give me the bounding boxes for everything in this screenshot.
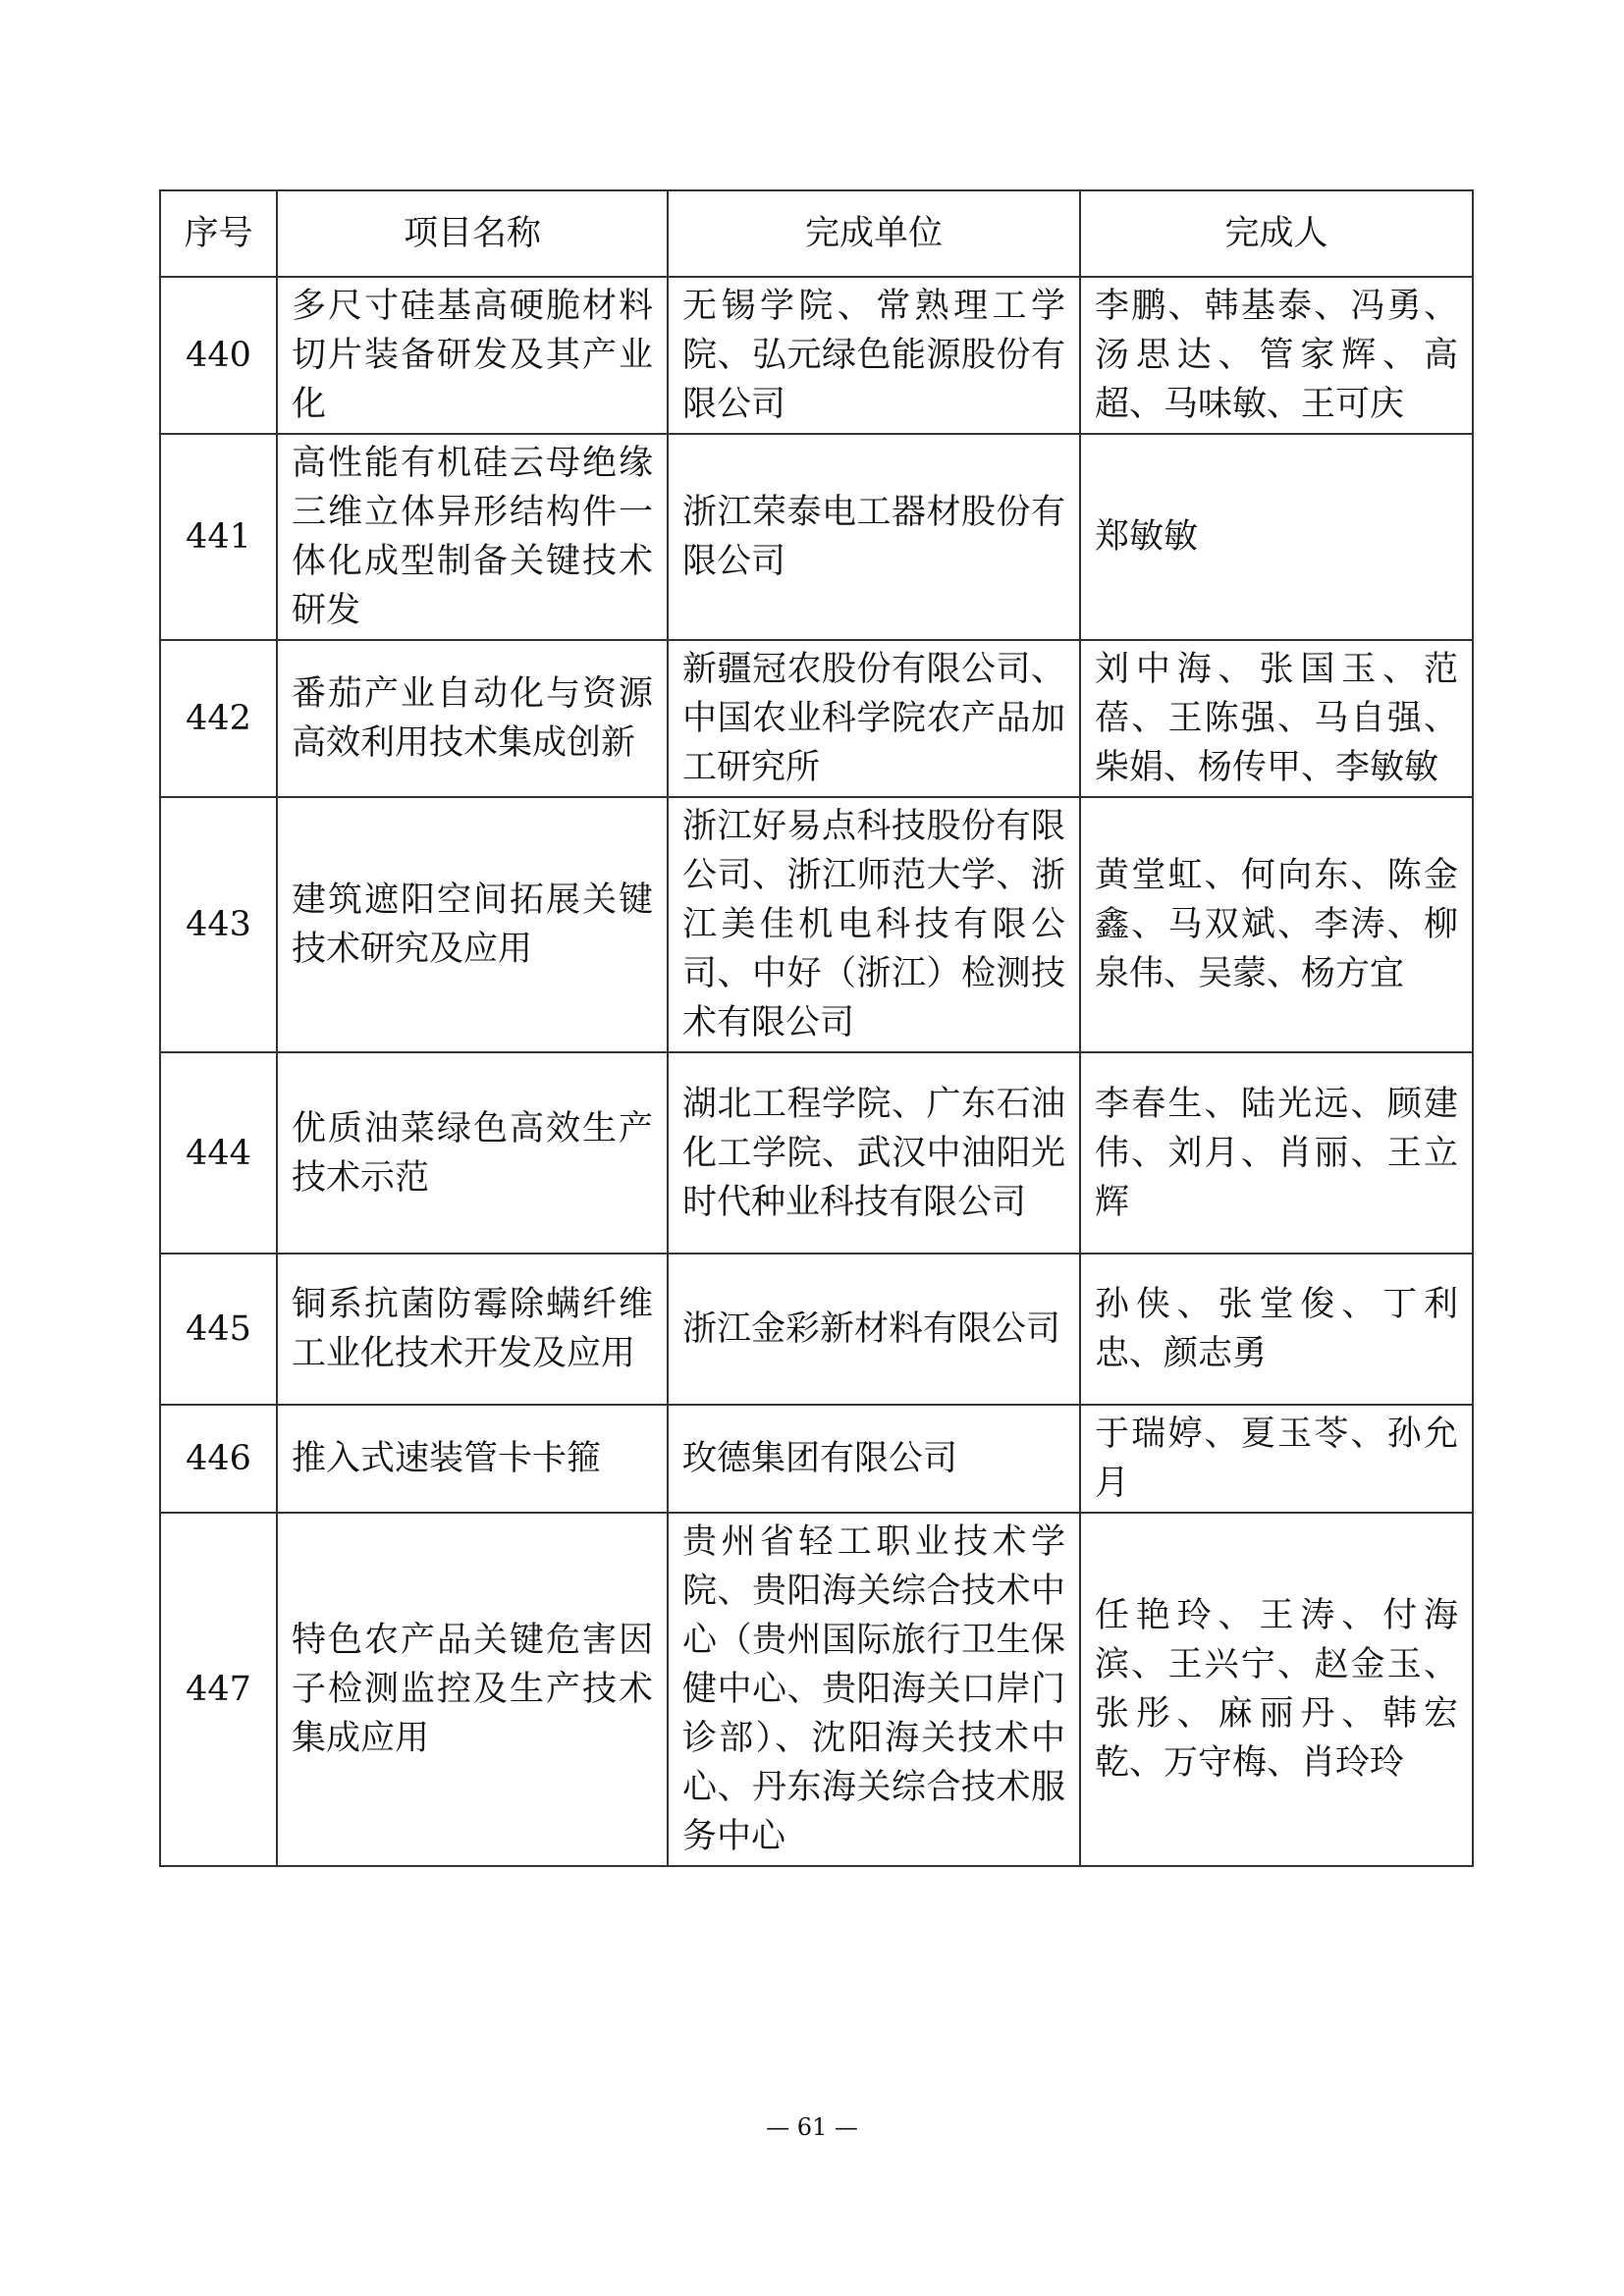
project-name-cell: 高性能有机硅云母绝缘三维立体异形结构件一体化成型制备关键技术研发 [277,434,668,640]
project-name-cell: 推入式速装管卡卡箍 [277,1405,668,1513]
header-serial-number: 序号 [160,190,277,277]
table-row [160,434,1473,640]
serial-number-cell: 446 [160,1405,277,1513]
project-name-cell: 铜系抗菌防霉除螨纤维工业化技术开发及应用 [277,1254,668,1405]
header-completing-persons: 完成人 [1080,190,1473,277]
header-completing-unit: 完成单位 [668,190,1080,277]
completing-persons-cell: 黄堂虹、何向东、陈金鑫、马双斌、李涛、柳泉伟、吴蒙、杨方宜 [1080,797,1473,1052]
completing-persons-cell: 李春生、陆光远、顾建伟、刘月、肖丽、王立辉 [1080,1052,1473,1254]
project-name-cell: 多尺寸硅基高硬脆材料切片装备研发及其产业化 [277,277,668,434]
project-name-cell: 番茄产业自动化与资源高效利用技术集成创新 [277,640,668,797]
table-row [160,797,1473,1052]
completing-persons-cell: 刘中海、张国玉、范蓓、王陈强、马自强、柴娟、杨传甲、李敏敏 [1080,640,1473,797]
project-name-cell: 建筑遮阳空间拓展关键技术研究及应用 [277,797,668,1052]
completing-unit-cell: 无锡学院、常熟理工学院、弘元绿色能源股份有限公司 [668,277,1080,434]
table-row [160,640,1473,797]
completing-persons-cell: 于瑞婷、夏玉苓、孙允月 [1080,1405,1473,1513]
completing-unit-cell: 玫德集团有限公司 [668,1405,1080,1513]
completing-unit-cell: 新疆冠农股份有限公司、中国农业科学院农产品加工研究所 [668,640,1080,797]
serial-number-cell: 444 [160,1052,277,1254]
completing-unit-cell: 贵州省轻工职业技术学院、贵阳海关综合技术中心（贵州国际旅行卫生保健中心、贵阳海关口岸门诊部）、沈阳海关技术中心、丹东海关综合技术服务中心 [668,1513,1080,1866]
completing-persons-cell: 孙侠、张堂俊、丁利忠、颜志勇 [1080,1254,1473,1405]
completing-unit-cell: 湖北工程学院、广东石油化工学院、武汉中油阳光时代种业科技有限公司 [668,1052,1080,1254]
completing-unit-cell: 浙江好易点科技股份有限公司、浙江师范大学、浙江美佳机电科技有限公司、中好（浙江）检测技术有限公司 [668,797,1080,1052]
completing-persons-cell: 郑敏敏 [1080,434,1473,640]
project-name-cell: 优质油菜绿色高效生产技术示范 [277,1052,668,1254]
table-row [160,277,1473,434]
completing-unit-cell: 浙江荣泰电工器材股份有限公司 [668,434,1080,640]
serial-number-cell: 445 [160,1254,277,1405]
serial-number-cell: 443 [160,797,277,1052]
completing-persons-cell: 任艳玲、王涛、付海滨、王兴宁、赵金玉、张彤、麻丽丹、韩宏乾、万守梅、肖玲玲 [1080,1513,1473,1866]
table-row [160,1513,1473,1866]
table-row [160,1254,1473,1405]
serial-number-cell: 447 [160,1513,277,1866]
serial-number-cell: 440 [160,277,277,434]
table-row [160,1052,1473,1254]
completing-persons-cell: 李鹏、韩基泰、冯勇、汤思达、管家辉、高超、马味敏、王可庆 [1080,277,1473,434]
header-project-name: 项目名称 [277,190,668,277]
serial-number-cell: 442 [160,640,277,797]
completing-unit-cell: 浙江金彩新材料有限公司 [668,1254,1080,1405]
awards-table [159,189,1474,1867]
serial-number-cell: 441 [160,434,277,640]
table-header-row [160,190,1473,277]
project-name-cell: 特色农产品关键危害因子检测监控及生产技术集成应用 [277,1513,668,1866]
page-number: — 61 — [766,2113,858,2141]
table-row [160,1405,1473,1513]
